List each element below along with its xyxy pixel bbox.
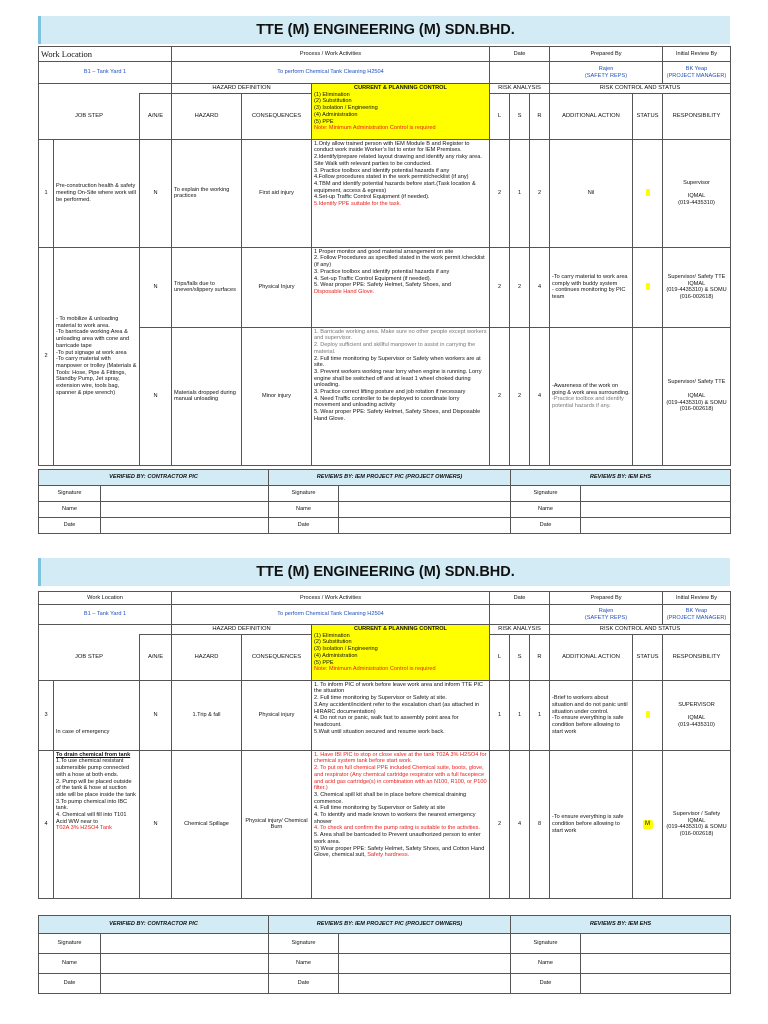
table-row — [39, 327, 731, 465]
additional-action: -To ensure everything is safe condition before allowing to start work — [550, 750, 633, 898]
hazard-definition-head: HAZARD DEFINITION — [172, 84, 312, 94]
date-label: Date — [39, 517, 101, 533]
additional-action: -To carry material to work area comply with buddy system - continues monitoring by PIC team — [550, 247, 633, 327]
name-label: Name — [269, 953, 339, 973]
control-list: 1. To inform PIC of work before leave work area and inform TTE PIC the situation 2. Full time monitoring by Supervisor or Safety at site. 3.Any accident/incident refer to the escalation chart (as attached in HIRARC documentation) 4. Do not run or panic, walk fast to assembly point area for headcount. 5.Wait until situation secured and resume work back. — [312, 680, 490, 750]
date-label: Date — [511, 973, 581, 993]
signature-label: Signature — [511, 485, 581, 501]
consequence-value: First aid injury — [242, 139, 312, 247]
name-field[interactable] — [101, 501, 269, 517]
process-label: Process / Work Activities — [172, 47, 490, 62]
control-list: 1. Barricade working area. Make sure no other people except workers and supervisor. 2. Deploy sufficient and skillful manpower to assist in carrying the material. 2. Full time monitoring by Supervisor or Safety when workers are at site. 3. Prevent workers working near lorry when engine is running. Lorry engine shall be switched off and at least 1 wheel choked during unloading. 3. Practice correct lifting posture and job rotation if necessary 4. Need Traffic controller to be deployed to coordinate lorry movement and unloading activity 5. Wear proper PPE: Safety Helmet, Safety Shoes, and Disposable Hand Glove. — [312, 327, 490, 465]
s-value: 1 — [510, 139, 530, 247]
date-field[interactable] — [101, 973, 269, 993]
verification-table-1 — [38, 469, 731, 534]
status-cell — [633, 750, 663, 898]
responsibility: SUPERVISOR IQMAL (019-4435310) — [663, 680, 731, 750]
step-no: 4 — [39, 750, 54, 898]
hazard-head: HAZARD — [172, 93, 242, 139]
control-head: CURRENT & PLANNING CONTROL (1) Elimination (2) Substitution (3) Isolation / Engineering (4) Administration (5) PPE Note: Minimum Administration Control is required — [312, 84, 490, 140]
name-label: Name — [39, 953, 101, 973]
r-value: 2 — [530, 139, 550, 247]
review-label: Initial Review By — [663, 47, 731, 62]
risk-analysis-head: RISK ANALYSIS — [490, 625, 550, 635]
responsibility: Supervisor/ Safety TTE IQMAL (019-4435310) & SOMU (016-002618) — [663, 247, 731, 327]
prepared-value: Rajen (SAFETY REPS) — [550, 62, 663, 84]
status-marker — [646, 711, 650, 718]
consequence-value: Physical Injury — [242, 247, 312, 327]
control-head: CURRENT & PLANNING CONTROL (1) Elimination (2) Substitution (3) Isolation / Engineering (4) Administration (5) PPE Note: Minimum Administration Control is required — [312, 625, 490, 681]
r-value: 4 — [530, 247, 550, 327]
work-location-label: Work Location — [39, 592, 172, 605]
iem-ehs-head: REVIEWS BY: IEM EHS — [511, 469, 731, 485]
risk-control-head: RISK CONTROL AND STATUS — [550, 84, 731, 94]
iem-project-head: REVIEWS BY: IEM PROJECT PIC (PROJECT OWNERS) — [269, 915, 511, 933]
date-label: Date — [269, 973, 339, 993]
ane-value: N — [140, 680, 172, 750]
job-step: In case of emergency — [54, 680, 140, 750]
consequences-head: CONSEQUENCES — [242, 634, 312, 680]
signature-label: Signature — [269, 933, 339, 953]
name-label: Name — [39, 501, 101, 517]
hirarc-sheet-2 — [38, 591, 730, 994]
signature-label: Signature — [511, 933, 581, 953]
s-value: 4 — [510, 750, 530, 898]
signature-field[interactable] — [339, 933, 511, 953]
status-head: STATUS — [633, 634, 663, 680]
s-value: 1 — [510, 680, 530, 750]
l-value: 1 — [490, 680, 510, 750]
hazard-value: Trips/falls due to uneven/slippery surfaces — [172, 247, 242, 327]
iem-ehs-head: REVIEWS BY: IEM EHS — [511, 915, 731, 933]
status-marker: M — [643, 820, 653, 829]
signature-field[interactable] — [581, 933, 731, 953]
date-field[interactable] — [339, 973, 511, 993]
hirarc-sheet-1 — [38, 46, 730, 534]
control-list: 1.Only allow trained person with IEM Module B and Register to conduct work inside Worker’s list to enter for IEM Premises. 2.Identify/prepare related layout drawing and identify any risky area. Site Walk with relevant parties to be conducted. 3. Practice toolbox and identify potential hazards if any 4.Follow procedures stated in the work permit/checklist (if any) 4.TBM and identify potential hazards before start.(Task location & equipment, access & egress) 4.Set-up Traffic Control Equipment (if needed). 5.Identify PPE suitable for the task. — [312, 139, 490, 247]
work-location-value: B1 – Tank Yard 1 — [39, 62, 172, 84]
hirarc-table-2 — [38, 591, 731, 899]
name-label: Name — [269, 501, 339, 517]
additional-action: Nil — [550, 139, 633, 247]
additional-head: ADDITIONAL ACTION — [550, 93, 633, 139]
ane-value: N — [140, 139, 172, 247]
l-value: 2 — [490, 327, 510, 465]
ane-value: N — [140, 327, 172, 465]
job-step: - To mobilize & unloading material to work area. -To barricade working Area & unloading area with cone and barricade tape -To put signage at work area -To carry material with manpower or trolley (Materials & Tools: Hose, Pipe & Fittings, Standby Pump, Jet spray, extension wire, tools bag, spanner & pipe wrench) — [54, 247, 140, 465]
ane-head: A/N/E — [140, 634, 172, 680]
status-head: STATUS — [633, 93, 663, 139]
name-field[interactable] — [581, 953, 731, 973]
status-cell — [633, 139, 663, 247]
hazard-definition-head: HAZARD DEFINITION — [172, 625, 312, 635]
date-value — [490, 62, 550, 84]
hazard-head: HAZARD — [172, 634, 242, 680]
date-label: Date — [490, 592, 550, 605]
contractor-verify-head: VERIFIED BY: CONTRACTOR PIC — [39, 469, 269, 485]
step-no: 3 — [39, 680, 54, 750]
date-label: Date — [39, 973, 101, 993]
date-field[interactable] — [101, 517, 269, 533]
additional-action: -Awareness of the work on going & work area surrounding. -Practice toolbox and identify potential hazards if any. — [550, 327, 633, 465]
responsibility-head: RESPONSIBILITY — [663, 93, 731, 139]
responsibility: Supervisor IQMAL (019-4435310) — [663, 139, 731, 247]
r-value: 8 — [530, 750, 550, 898]
r-value: 1 — [530, 680, 550, 750]
process-value: To perform Chemical Tank Cleaning H2504 — [172, 605, 490, 625]
name-field[interactable] — [339, 953, 511, 973]
control-list: 1 Proper monitor and good material arrangement on site 2. Follow Procedures as specified stated in the work permit /checklist (if any) 3. Practice toolbox and identify potential hazards if any 4. Set-up Traffic Control Equipment (if needed). 5. Wear proper PPE: Safety Helmet, Safety Shoes, and Disposable Hand Glove. — [312, 247, 490, 327]
review-value: BK Yeap (PROJECT MANAGER) — [663, 62, 731, 84]
consequences-head: CONSEQUENCES — [242, 93, 312, 139]
ane-value: N — [140, 750, 172, 898]
review-label: Initial Review By — [663, 592, 731, 605]
responsibility-head: RESPONSIBILITY — [663, 634, 731, 680]
name-field[interactable] — [581, 501, 731, 517]
prepared-label: Prepared By — [550, 592, 663, 605]
hazard-value: 1.Trip & fall — [172, 680, 242, 750]
r-value: 4 — [530, 327, 550, 465]
blank-head — [39, 84, 172, 94]
hazard-value: To explain the working practices — [172, 139, 242, 247]
status-marker — [646, 189, 650, 196]
step-no: 1 — [39, 139, 54, 247]
name-field[interactable] — [339, 501, 511, 517]
l-value: 2 — [490, 247, 510, 327]
date-field[interactable] — [339, 517, 511, 533]
date-field[interactable] — [581, 973, 731, 993]
s-value: 2 — [510, 327, 530, 465]
control-list: 1. Have IBI PIC to stop or close valve at the tank T02A 3% H2SO4 for chemical system tank before start work. 2. To put on full chemical PPE included Chemical suite, boots, glove, and respirator (Any chemical cartridge respirator with a full facepiece and acid gas cartridge(s) in combination with an N100, R100, or P100 filter.) 3. Chemical spill kit shall be in place before chemical draining commence. 4. Full time monitoring by Supervisor or Safety at site 4. To identify and made known to workers the nearest emergency shower 4. To check and confirm the pump rating is suitable to the activities. 5. Area shall be barricaded to Prevent unauthorized person to enter work area. 5) Wear proper PPE: Safety Helmet, Safety Shoes, and Cotton Hand Glove, chemical suit, Safety hardness. — [312, 750, 490, 898]
company-title-2: TTE (M) ENGINEERING (M) SDN.BHD. — [38, 558, 730, 586]
status-cell — [633, 680, 663, 750]
signature-label: Signature — [269, 485, 339, 501]
review-value: BK Yeap (PROJECT MANAGER) — [663, 605, 731, 625]
l-head: L — [490, 634, 510, 680]
l-head: L — [490, 93, 510, 139]
process-value: To perform Chemical Tank Cleaning H2504 — [172, 62, 490, 84]
company-title-1: TTE (M) ENGINEERING (M) SDN.BHD. — [38, 16, 730, 44]
prepared-value: Rajen (SAFETY REPS) — [550, 605, 663, 625]
consequence-value: Minor injury — [242, 327, 312, 465]
signature-label: Signature — [39, 933, 101, 953]
name-field[interactable] — [101, 953, 269, 973]
work-location-value: B1 – Tank Yard 1 — [39, 605, 172, 625]
date-field[interactable] — [581, 517, 731, 533]
risk-analysis-head: RISK ANALYSIS — [490, 84, 550, 94]
signature-field[interactable] — [101, 933, 269, 953]
signature-field[interactable] — [339, 485, 511, 501]
name-label: Name — [511, 501, 581, 517]
status-marker — [646, 283, 650, 290]
l-value: 2 — [490, 750, 510, 898]
additional-head: ADDITIONAL ACTION — [550, 634, 633, 680]
signature-field[interactable] — [581, 485, 731, 501]
contractor-verify-head: VERIFIED BY: CONTRACTOR PIC — [39, 915, 269, 933]
table-row — [39, 139, 731, 247]
table-row — [39, 750, 731, 898]
status-cell — [633, 247, 663, 327]
consequence-value: Physical injury — [242, 680, 312, 750]
risk-control-head: RISK CONTROL AND STATUS — [550, 625, 731, 635]
r-head: R — [530, 93, 550, 139]
date-value — [490, 605, 550, 625]
job-step: Pre-construction health & safety meeting On-Site where work will be performed. — [54, 139, 140, 247]
name-label: Name — [511, 953, 581, 973]
s-head: S — [510, 634, 530, 680]
responsibility: Supervisor / Safety IQMAL (019-4435310) & SOMU (016-002618) — [663, 750, 731, 898]
table-row — [39, 680, 731, 750]
job-step: To drain chemical from tank 1.To use chemical resistant submersible pump connected with a hose at both ends. 2. Pump will be placed outside of the tank & hose at suction side will be place inside the tank 3.To pump chemical into IBC tank. 4. Chemical will fill into T101 Acid WW near to T02A 3% H2SO4 Tank — [54, 750, 140, 898]
date-label: Date — [490, 47, 550, 62]
r-head: R — [530, 634, 550, 680]
consequence-value: Physical injury/ Chemical Burn — [242, 750, 312, 898]
responsibility: Supervisor/ Safety TTE IQMAL (019-4435310) & SOMU (016-002618) — [663, 327, 731, 465]
s-head: S — [510, 93, 530, 139]
status-cell — [633, 327, 663, 465]
process-label: Process / Work Activities — [172, 592, 490, 605]
additional-action: -Brief to workers about situation and do not panic until situation under control. -To ensure everything is safe condition before allowing to start work — [550, 680, 633, 750]
signature-field[interactable] — [101, 485, 269, 501]
l-value: 2 — [490, 139, 510, 247]
prepared-label: Prepared By — [550, 47, 663, 62]
work-location-label: Work Location — [39, 47, 172, 62]
hazard-value: Chemical Spillage — [172, 750, 242, 898]
iem-project-head: REVIEWS BY: IEM PROJECT PIC (PROJECT OWNERS) — [269, 469, 511, 485]
step-no: 2 — [39, 247, 54, 465]
verification-table-2 — [38, 915, 731, 994]
hazard-value: Materials dropped during manual unloading — [172, 327, 242, 465]
s-value: 2 — [510, 247, 530, 327]
date-label: Date — [511, 517, 581, 533]
blank-head — [39, 625, 172, 635]
job-step-head: JOB STEP — [39, 93, 140, 139]
table-row — [39, 247, 731, 327]
job-step-head: JOB STEP — [39, 634, 140, 680]
date-label: Date — [269, 517, 339, 533]
signature-label: Signature — [39, 485, 101, 501]
ane-head: A/N/E — [140, 93, 172, 139]
ane-value: N — [140, 247, 172, 327]
hirarc-table-1 — [38, 46, 731, 466]
